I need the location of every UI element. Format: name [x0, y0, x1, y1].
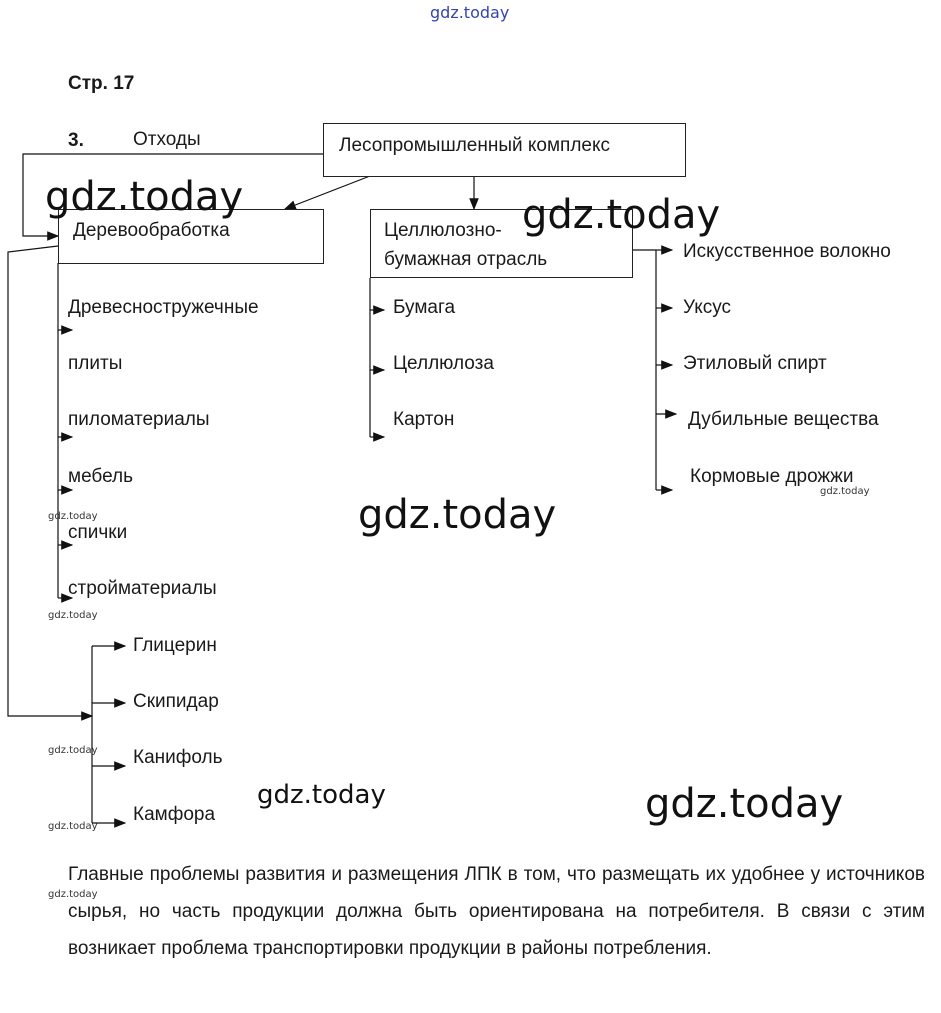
watermark: gdz.today — [48, 511, 98, 522]
watermark: gdz.today — [257, 780, 386, 810]
root-label: Лесопромышленный комплекс — [339, 135, 611, 156]
chemical-product: Искусственное волокно — [683, 241, 891, 262]
page-label: Стр. 17 — [68, 73, 135, 94]
chemical-product: Кормовые дрожжи — [690, 466, 854, 487]
pulp-product: Картон — [393, 409, 455, 430]
chemical-product: Этиловый спирт — [683, 353, 827, 374]
resin-product: Глицерин — [133, 635, 217, 656]
resin-product: Скипидар — [133, 691, 219, 712]
woodworking-product: пиломатериалы — [68, 409, 210, 430]
woodworking-product: мебель — [68, 466, 134, 487]
chemical-product: Дубильные вещества — [688, 409, 879, 430]
pulp-paper-label-line1: Целлюлозно- — [384, 220, 502, 241]
chemical-product: Уксус — [683, 297, 732, 318]
woodworking-product: Древесностружечные — [68, 297, 259, 318]
watermark: gdz.today — [820, 486, 870, 497]
pulp-product: Целлюлоза — [393, 353, 494, 374]
woodworking-product: стройматериалы — [68, 578, 217, 599]
waste-label: Отходы — [133, 129, 201, 150]
watermark: gdz.today — [358, 492, 557, 538]
pulp-product: Бумага — [393, 297, 456, 318]
watermark: gdz.today — [645, 781, 844, 827]
watermark: gdz.today — [45, 174, 244, 220]
root-box — [323, 123, 686, 177]
pulp-paper-label-line2: бумажная отрасль — [384, 249, 548, 270]
watermark: gdz.today — [48, 821, 98, 832]
woodworking-product: спички — [68, 522, 128, 543]
woodworking-product: плиты — [68, 353, 123, 374]
woodworking-label: Деревообработка — [73, 220, 230, 241]
resin-product: Канифоль — [133, 747, 223, 768]
task-number: 3. — [68, 130, 84, 151]
watermark: gdz.today — [48, 889, 98, 900]
watermark: gdz.today — [48, 745, 98, 756]
watermark-top: gdz.today — [430, 3, 510, 22]
conclusion-paragraph: Главные проблемы развития и размещения ЛПК в том, что размещать их удобнее у источников сырья, но часть продукции должна быть ориентирована на потребителя. В связи с этим возникает проблема транспортировки продукции в районы потребления. — [68, 864, 925, 959]
resin-product: Камфора — [133, 804, 216, 825]
watermark: gdz.today — [522, 192, 721, 238]
watermark: gdz.today — [48, 610, 98, 621]
